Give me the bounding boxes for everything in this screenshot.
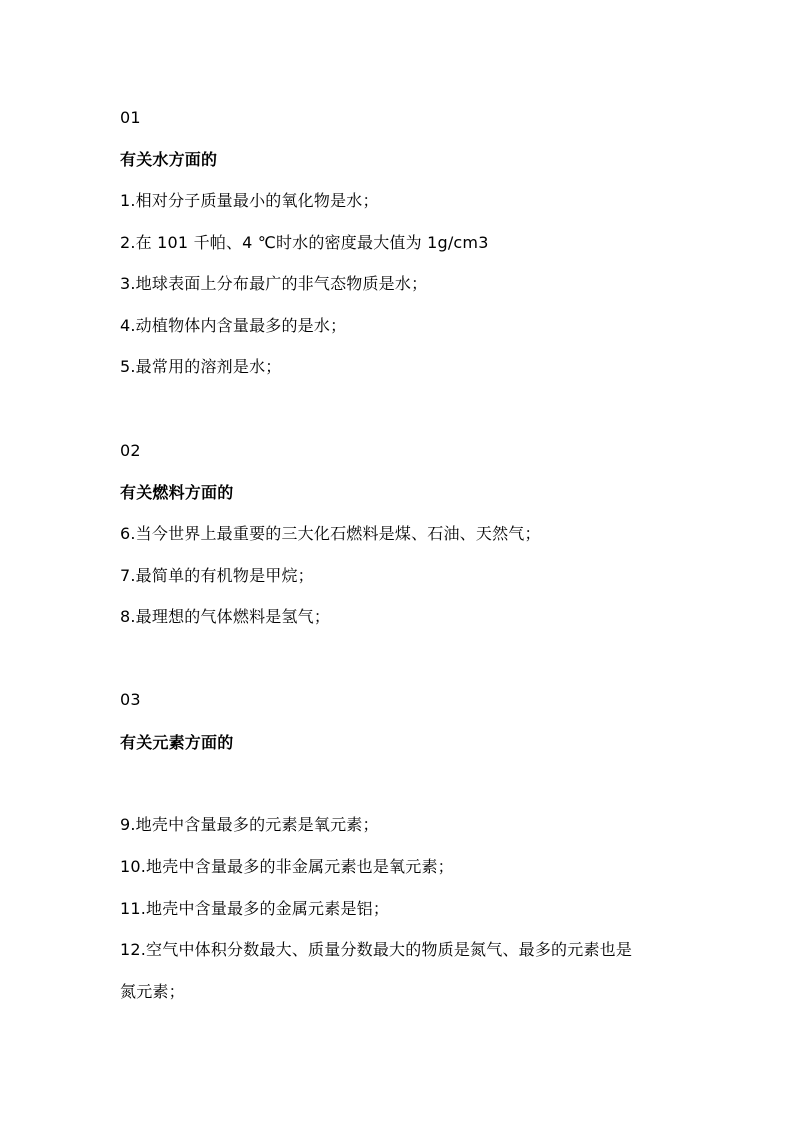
- list-item: 5.最常用的溶剂是水；: [120, 357, 282, 376]
- list-item: 12.空气中体积分数最大、质量分数最大的物质是氮气、最多的元素也是: [120, 940, 633, 959]
- list-item: 9.地壳中含量最多的元素是氧元素；: [120, 815, 379, 834]
- list-item: 3.地球表面上分布最广的非气态物质是水；: [120, 274, 428, 293]
- section-heading: 有关燃料方面的: [120, 483, 234, 502]
- list-item: 11.地壳中含量最多的金属元素是铝；: [120, 899, 390, 918]
- list-item: 1.相对分子质量最小的氧化物是水；: [120, 191, 379, 210]
- list-item: 10.地壳中含量最多的非金属元素也是氧元素；: [120, 857, 454, 876]
- list-item: 6.当今世界上最重要的三大化石燃料是煤、石油、天然气；: [120, 524, 541, 543]
- section-heading: 有关水方面的: [120, 150, 218, 169]
- list-item: 7.最简单的有机物是甲烷；: [120, 566, 314, 585]
- section-number: 01: [120, 108, 141, 127]
- list-item-continuation: 氮元素；: [120, 982, 185, 1001]
- list-item: 4.动植物体内含量最多的是水；: [120, 316, 347, 335]
- section-number: 02: [120, 441, 141, 460]
- list-item: 8.最理想的气体燃料是氢气；: [120, 607, 331, 626]
- section-number: 03: [120, 690, 141, 709]
- section-heading: 有关元素方面的: [120, 733, 234, 752]
- list-item: 2.在 101 千帕、4 ℃时水的密度最大值为 1g/cm3: [120, 233, 489, 252]
